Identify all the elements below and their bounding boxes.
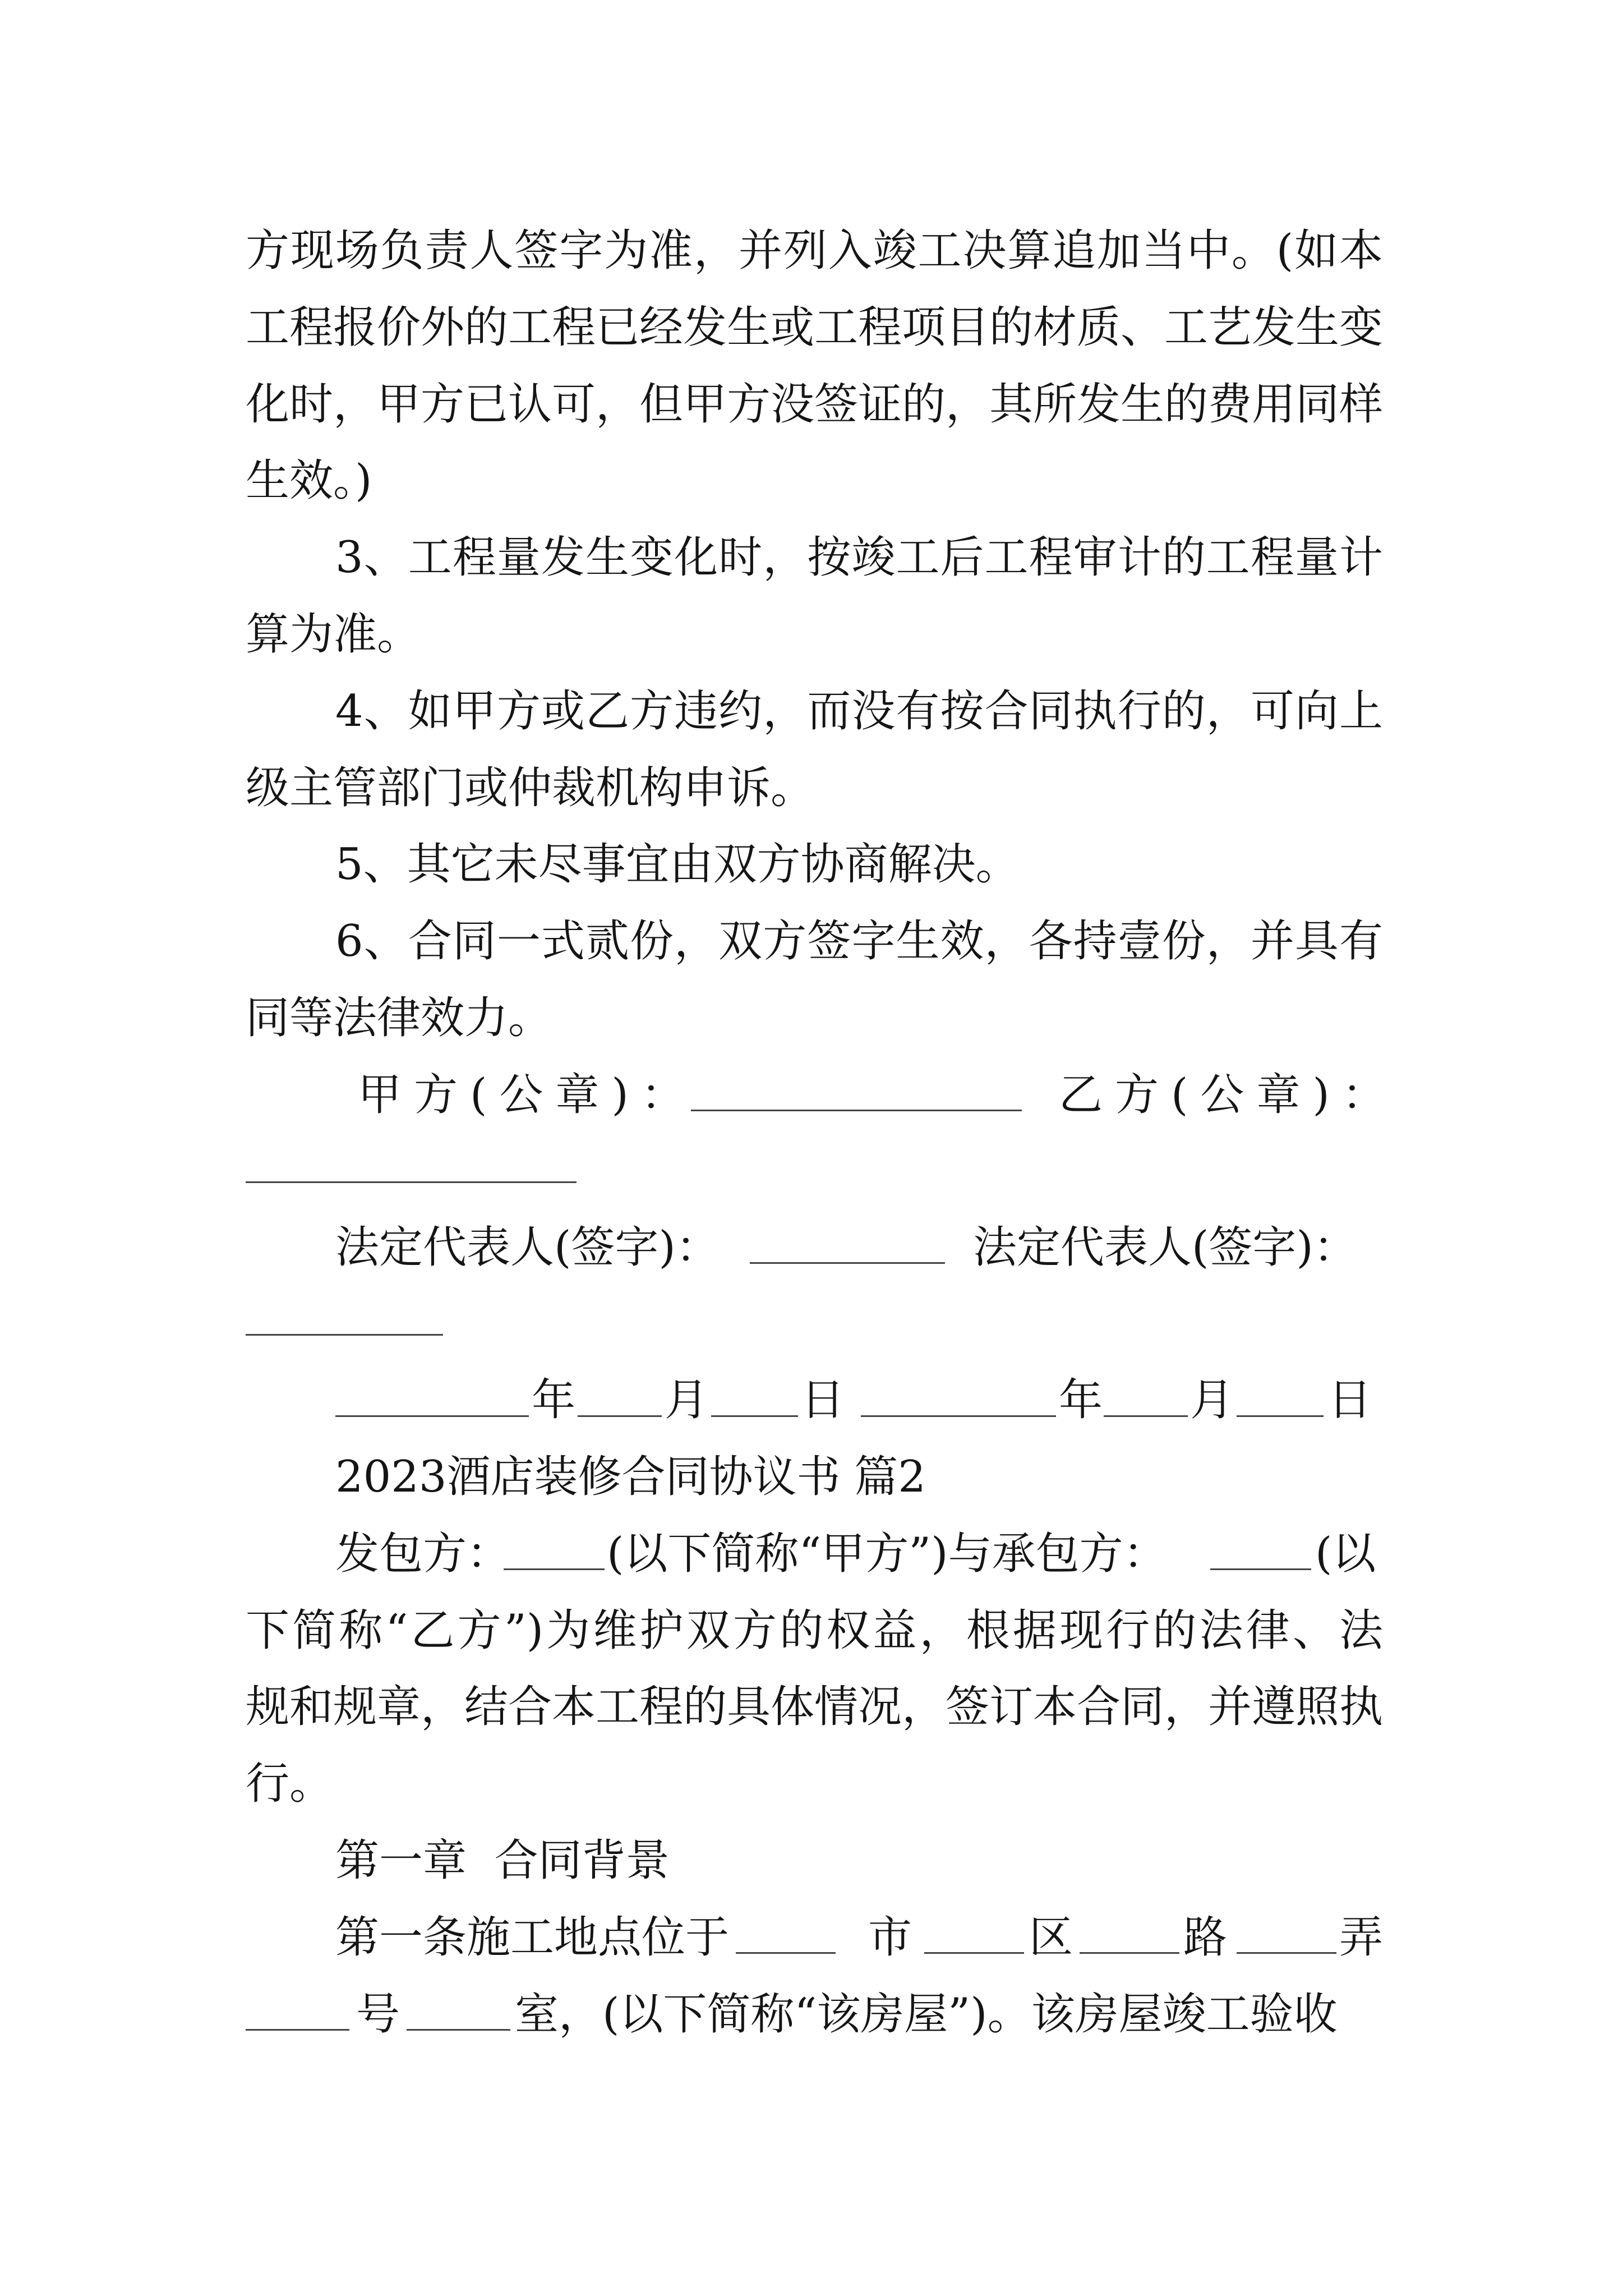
- article-1-lead: 第一条施工地点位于: [335, 1912, 730, 1963]
- text-line: 算为准。: [246, 609, 421, 660]
- room-text: 室，(以下简称“该房屋”)。该房屋竣工验收: [515, 1989, 1338, 2040]
- district-label: 区: [1029, 1912, 1073, 1963]
- date-b-month: 月: [1190, 1375, 1234, 1425]
- road-blank: [1080, 1952, 1179, 1954]
- date-a-month: 月: [665, 1375, 709, 1425]
- party-a-seal-label: 甲方(公章)：: [358, 1070, 697, 1120]
- clause-4: 4、如甲方或乙方违约，而没有按合同执行的，可向上: [335, 686, 1383, 737]
- rep-b-label: 法定代表人(签字)：: [973, 1222, 1357, 1273]
- room-blank: [407, 2029, 510, 2031]
- section-heading: 2023酒店装修合同协议书 篇2: [335, 1452, 926, 1502]
- party-b-seal-blank: [246, 1181, 577, 1183]
- intro-lead: 发包方：: [335, 1529, 511, 1579]
- clause-5: 5、其它未尽事宜由双方协商解决。: [335, 839, 1020, 890]
- date-a-year-blank: [335, 1415, 529, 1417]
- city-blank: [736, 1952, 836, 1954]
- intro-tail: (以: [1315, 1529, 1376, 1579]
- party-b-seal-label: 乙方(公章)：: [1059, 1070, 1398, 1120]
- text-line: 规和规章，结合本工程的具体情况，签订本合同，并遵照执: [246, 1682, 1384, 1732]
- number-label: 号: [356, 1989, 400, 2040]
- date-a-year: 年: [532, 1375, 576, 1425]
- contractor-a-blank: [504, 1568, 605, 1570]
- text-line: 下简称“乙方”)为维护双方的权益，根据现行的法律、法: [246, 1605, 1383, 1656]
- text-line: 化时，甲方已认可，但甲方没签证的，其所发生的费用同样: [246, 379, 1384, 430]
- lane-label: 弄: [1339, 1912, 1384, 1963]
- text-line: 同等法律效力。: [246, 993, 552, 1043]
- text-line: 行。: [246, 1759, 334, 1809]
- date-a-day: 日: [801, 1375, 845, 1425]
- lane-blank: [1237, 1952, 1336, 1954]
- date-a-day-blank: [711, 1415, 798, 1417]
- text-line: 方现场负责人签字为准，并列入竣工决算追加当中。(如本: [246, 226, 1383, 276]
- text-line: 生效。): [246, 455, 372, 506]
- rep-a-label: 法定代表人(签字)：: [335, 1222, 720, 1273]
- number-blank: [246, 2029, 349, 2031]
- text-line: 工程报价外的工程已经发生或工程项目的材质、工艺发生变: [246, 302, 1384, 353]
- district-blank: [924, 1952, 1024, 1954]
- clause-6: 6、合同一式贰份，双方签字生效，各持壹份，并具有: [335, 916, 1383, 967]
- rep-a-blank: [750, 1262, 945, 1264]
- date-b-day-blank: [1237, 1415, 1324, 1417]
- road-label: 路: [1183, 1912, 1228, 1963]
- date-b-year-blank: [861, 1415, 1056, 1417]
- rep-b-blank: [246, 1334, 443, 1336]
- date-b-year: 年: [1059, 1375, 1103, 1425]
- date-b-day: 日: [1328, 1375, 1372, 1425]
- date-a-month-blank: [578, 1415, 662, 1417]
- clause-3: 3、工程量发生变化时，按竣工后工程审计的工程量计: [335, 532, 1383, 583]
- chapter-heading: 第一章 合同背景: [335, 1835, 670, 1886]
- intro-mid: (以下简称“甲方”)与承包方：: [607, 1529, 1167, 1579]
- party-a-seal-blank: [691, 1110, 1022, 1111]
- date-b-month-blank: [1104, 1415, 1188, 1417]
- contractor-b-blank: [1210, 1568, 1311, 1570]
- text-line: 级主管部门或仲裁机构申诉。: [246, 763, 815, 813]
- city-label: 市: [868, 1912, 912, 1963]
